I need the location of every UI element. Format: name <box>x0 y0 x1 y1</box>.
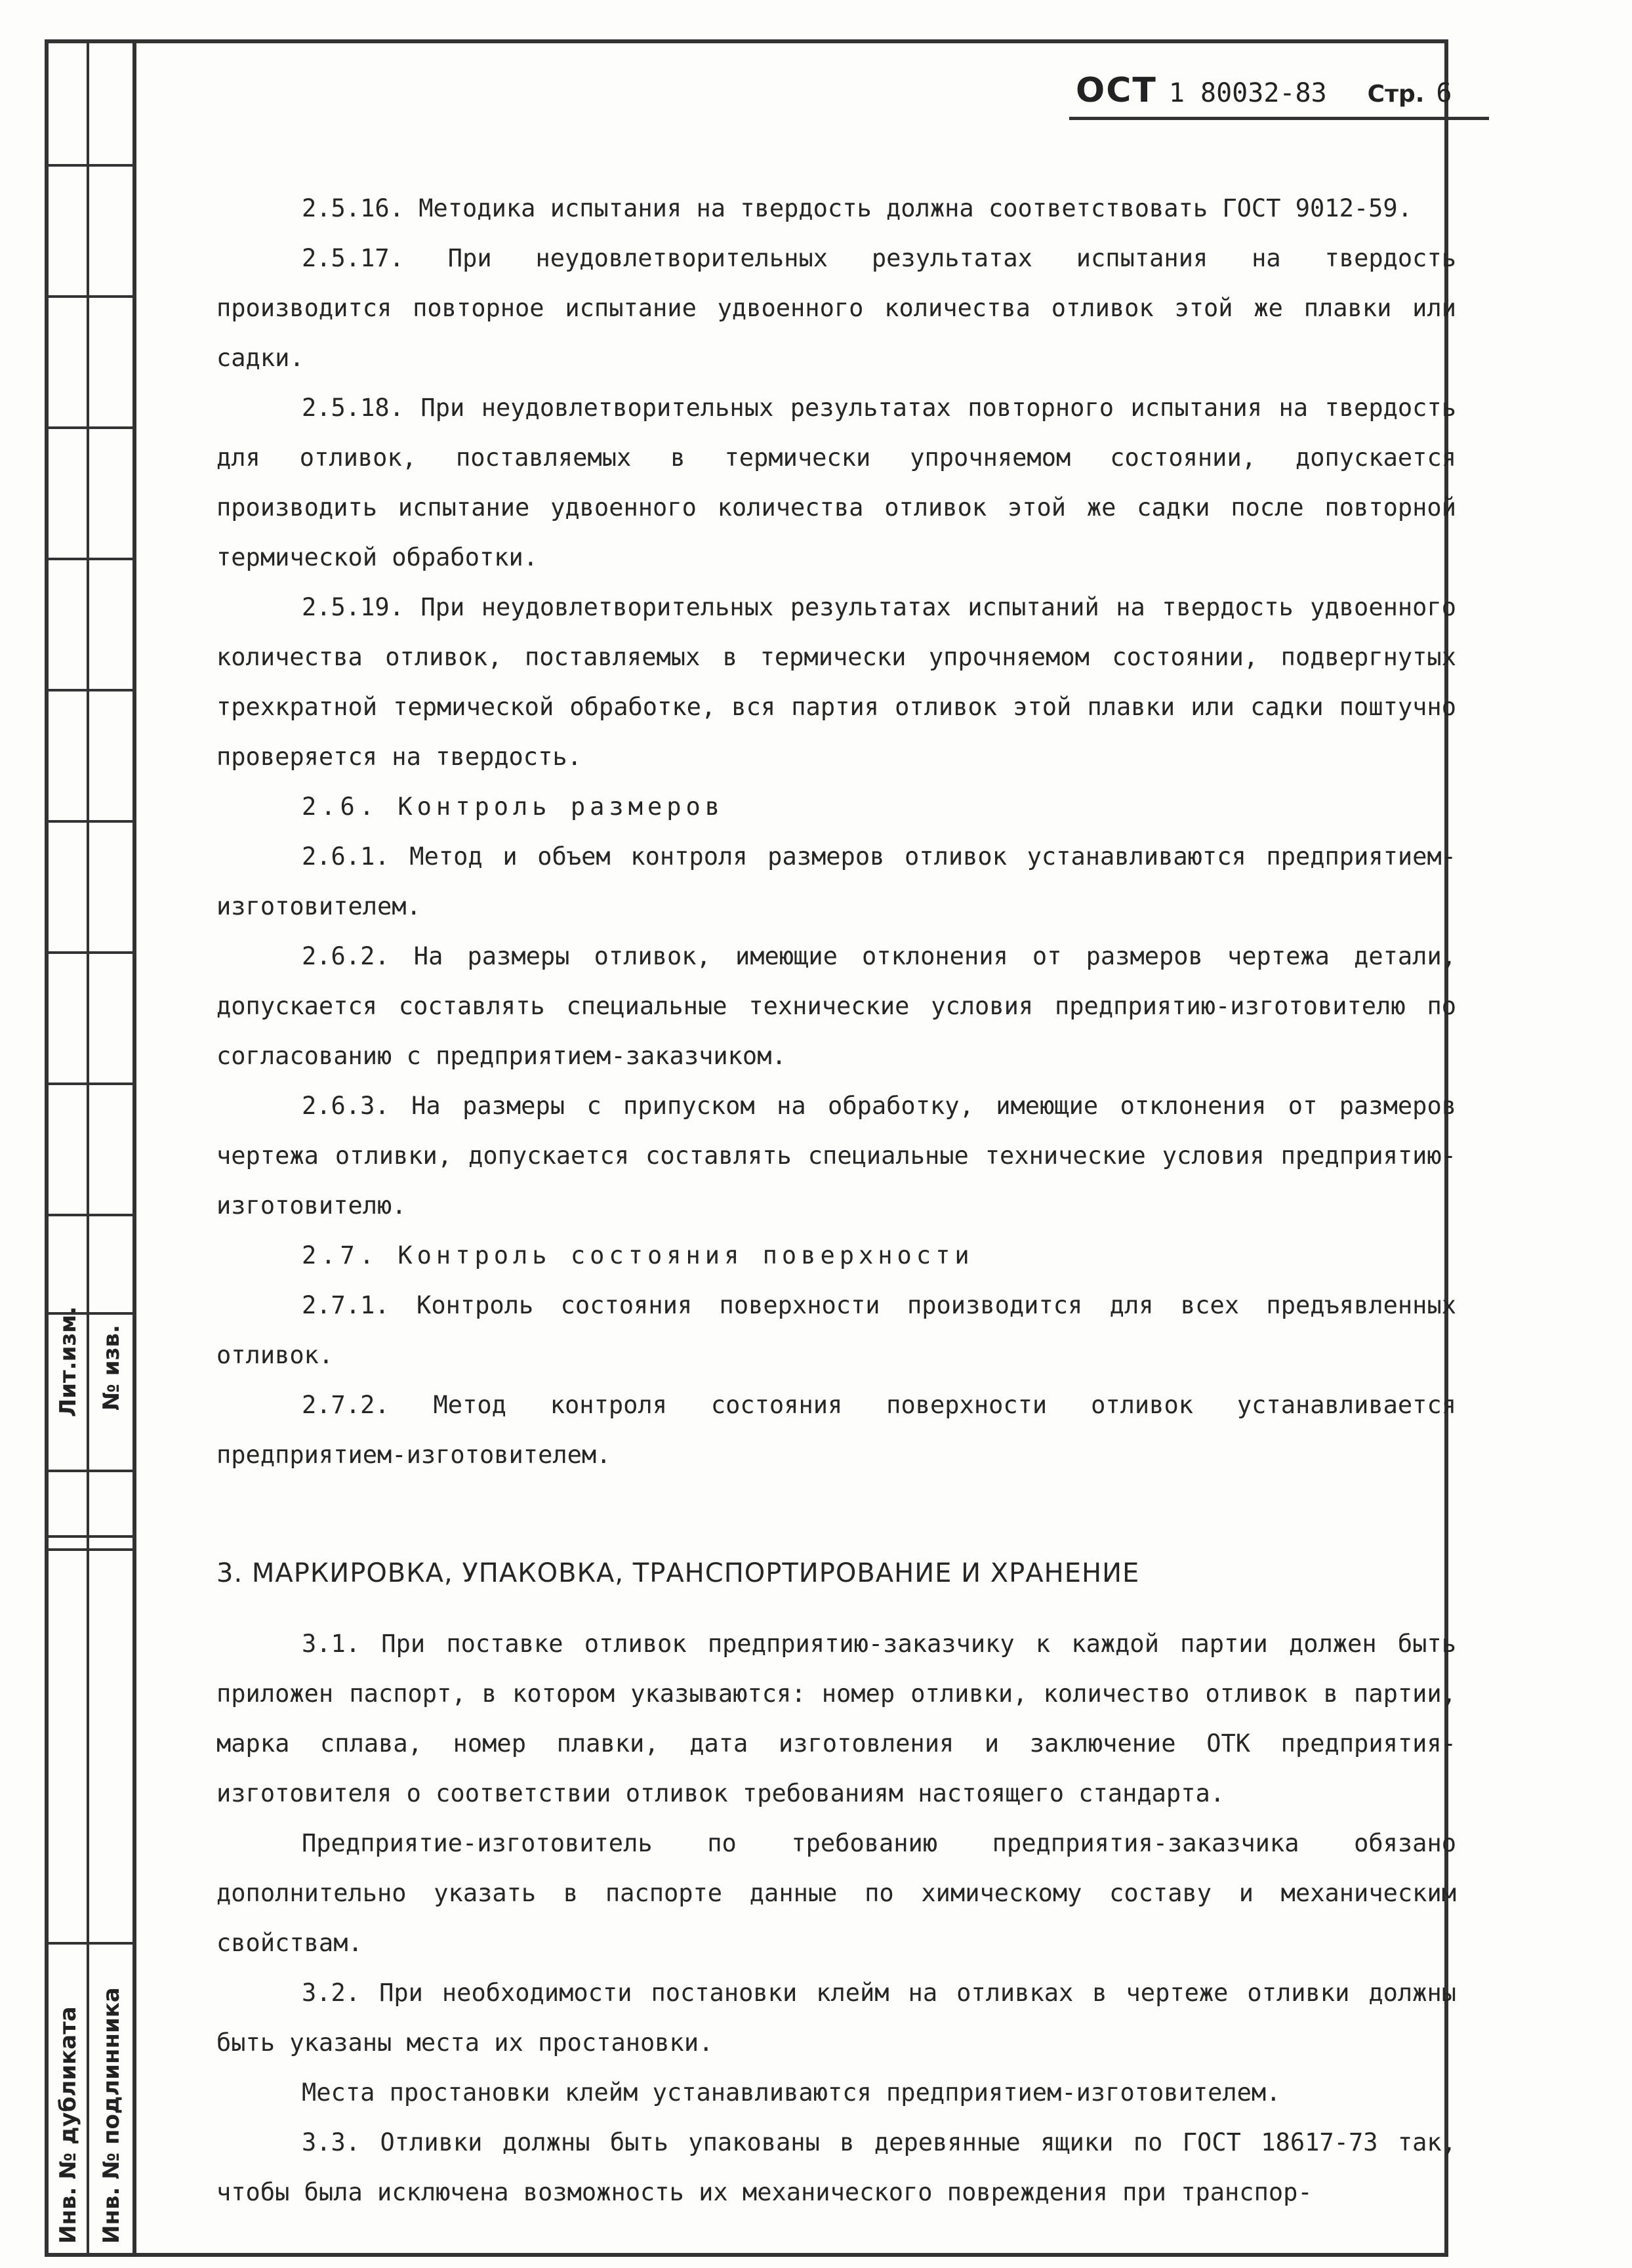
paragraph-3-1: 3.1. При поставке отливок предприятию-заказчику к каждой партии должен быть приложен паспорт, в котором указываются: номер отливки, количество отливок в партии, марка сплава, номер плавки, дата изготовления и заключение ОТК предприятия-изготовителя о соответствии отливок требованиям настоящего стандарта. <box>216 1630 1456 1807</box>
margin-rule <box>45 164 133 167</box>
subheading-2-6: 2.6. Контроль размеров <box>302 793 725 821</box>
paragraph-2-6-2: 2.6.2. На размеры отливок, имеющие отклонения от размеров чертежа детали, допускается составлять специальные технические условия предприятию-изготовителю по согласованию с предприятием-заказчиком. <box>216 942 1456 1070</box>
paragraph-3-3: 3.3. Отливки должны быть упакованы в деревянные ящики по ГОСТ 18617-73 так, чтобы была исключена возможность их механического повреждения при транспор- <box>216 2128 1456 2206</box>
margin-rule <box>45 820 133 823</box>
page-number: 6 <box>1436 78 1452 108</box>
section-heading-3: 3. МАРКИРОВКА, УПАКОВКА, ТРАНСПОРТИРОВАНИЕ И ХРАНЕНИЕ <box>216 1558 1140 1588</box>
ost-number: 1 80032-83 <box>1168 78 1327 108</box>
paragraph-2-5-16: 2.5.16. Методика испытания на твердость должна соответствовать ГОСТ 9012-59. <box>302 194 1412 222</box>
paragraph-2-6-1: 2.6.1. Метод и объем контроля размеров отливок устанавливаются предприятием-изготовителем. <box>216 842 1456 920</box>
margin-rule <box>45 1470 133 1472</box>
margin-label-inv-podlinnika: Инв. № подлинника <box>98 1987 125 2244</box>
margin-rule <box>45 1548 133 1551</box>
margin-rule <box>45 689 133 691</box>
document-body <box>216 184 1456 2217</box>
margin-rule <box>45 558 133 560</box>
paragraph-2-7-2: 2.7.2. Метод контроля состояния поверхности отливок устанавливается предприятием-изготовителем. <box>216 1391 1456 1469</box>
paragraph-3-1-b: Предприятие-изготовитель по требованию предприятия-заказчика обязано дополнительно указать в паспорте данные по химическому составу и механическим свойствам. <box>216 1829 1456 1957</box>
page-label: Стр. <box>1367 81 1425 108</box>
margin-rule <box>45 426 133 429</box>
margin-rule <box>45 1942 133 1945</box>
margin-rule <box>45 1082 133 1085</box>
margin-rule <box>45 295 133 298</box>
paragraph-2-6-3: 2.6.3. На размеры с припуском на обработку, имеющие отклонения от размеров чертежа отливки, допускается составлять специальные технические условия предприятию-изготовителю. <box>216 1092 1456 1220</box>
margin-rule <box>45 1535 133 1538</box>
document-header <box>1076 71 1452 110</box>
paragraph-3-2-b: Места простановки клейм устанавливаются предприятием-изготовителем. <box>302 2078 1281 2107</box>
margin-column-divider <box>87 39 89 2257</box>
paragraph-2-5-18: 2.5.18. При неудовлетворительных результатах повторного испытания на твердость для отливок, поставляемых в термически упрочняемом состоянии, допускается производить испытание удвоенного количества отливок этой же садки после повторной термической обработки. <box>216 394 1456 571</box>
margin-rule <box>45 951 133 954</box>
paragraph-2-5-17: 2.5.17. При неудовлетворительных результатах испытания на твердость производится повторное испытание удвоенного количества отливок этой же плавки или садки. <box>216 244 1456 372</box>
paragraph-2-5-19: 2.5.19. При неудовлетворительных результатах испытаний на твердость удвоенного количества отливок, поставляемых в термически упрочняемом состоянии, подвергнутых трехкратной термической обработке, вся партия отливок этой плавки или садки поштучно проверяется на твердость. <box>216 593 1456 771</box>
margin-label-inv-dublikata: Инв. № дубликата <box>55 2006 81 2244</box>
margin-label-no-izv: № изв. <box>98 1325 125 1411</box>
ost-mark: ОСТ <box>1076 71 1157 110</box>
margin-stamp-strip <box>45 39 136 2257</box>
margin-label-lit-izm: Лит.изм. <box>55 1306 81 1417</box>
margin-rule <box>45 1214 133 1216</box>
paragraph-3-2: 3.2. При необходимости постановки клейм на отливках в чертеже отливки должны быть указаны места их простановки. <box>216 1979 1456 2057</box>
subheading-2-7: 2.7. Контроль состояния поверхности <box>302 1241 974 1269</box>
header-rule <box>1069 117 1489 120</box>
paragraph-2-7-1: 2.7.1. Контроль состояния поверхности производится для всех предъявленных отливок. <box>216 1291 1456 1369</box>
